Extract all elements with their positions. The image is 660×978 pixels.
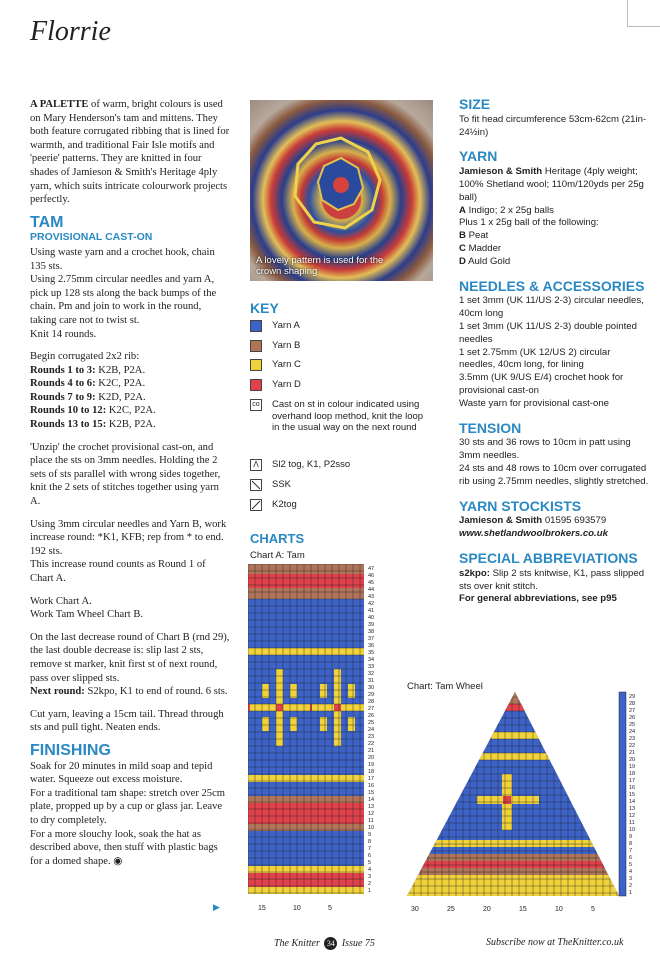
tam-step: Using waste yarn and a crochet hook, chain 135 sts. [30,246,215,272]
chart-a-row-label: 26 [368,713,375,719]
chart-b-edge-column [619,692,626,896]
chart-a-band-red-3 [248,873,364,887]
page-corner-tab [627,0,660,27]
work-chart-line: Work Tam Wheel Chart B. [30,609,144,621]
chart-a-label: Chart A: Tam [250,550,305,561]
chart-a-row-label: 24 [368,727,375,733]
increase-note: This increase round counts as Round 1 of Chart A. [30,559,206,584]
k2tog-icon [250,499,262,511]
chart-a-row-label: 28 [368,699,375,705]
chart-b-row-label: 22 [629,743,636,749]
pattern-instructions-column [30,98,230,868]
finishing-line: Soak for 20 minutes in mild soap and tepid water. Squeeze out excess moisture. [30,760,213,786]
chart-a-row-label: 17 [368,776,375,782]
chart-b-label: Chart: Tam Wheel [407,681,483,692]
chart-b-row-label: 9 [629,834,633,840]
size-text: To fit head circumference 53cm-62cm (21in-24½in) [459,113,647,138]
chart-a-band-red-2 [248,803,364,824]
chart-b-row-label: 12 [629,813,636,819]
chart-b-row-label: 28 [629,701,636,707]
yarn-b: B Peat [459,230,489,242]
yarn-c-swatch [250,359,262,371]
abbrev-heading: SPECIAL ABBREVIATIONS [459,549,638,566]
tension-item: 24 sts and 48 rows to 10cm over corrugated rib using 2.75mm needles, slightly stretched. [459,462,649,487]
chart-b-row-label: 25 [629,722,636,728]
yarn-a-swatch [250,320,262,332]
chart-b-row-label: 24 [629,729,636,735]
chart-a-row-label: 18 [368,769,375,775]
needle-item: 1 set 2.75mm (UK 12/US 2) circular needles, 40cm long, for lining [459,346,611,371]
chart-a-row-label: 45 [368,580,375,586]
chart-b-row-label: 6 [629,855,633,861]
tension-heading: TENSION [459,419,522,436]
chart-b-row-label: 3 [629,876,633,882]
chart-a-row-label: 15 [368,790,375,796]
stockist-url[interactable]: www.shetlandwoolbrokers.co.uk [459,528,608,540]
chart-a-row-label: 21 [368,748,375,754]
needle-item: 3.5mm (UK 9/US E/4) crochet hook for provisional cast-on [459,372,624,396]
cut-yarn-paragraph: Cut yarn, leaving a 15cm tail. Thread through sts and pull tight. Neaten ends. [30,708,224,734]
sl2-decrease-icon: Λ [250,459,262,471]
chart-a-col-label: 10 [293,905,301,912]
yarn-d-swatch [250,379,262,391]
round-line: Rounds 10 to 12: K2C, P2A. [30,405,156,417]
continue-arrow-icon: ▶ [213,902,220,912]
chart-a-row-label: 37 [368,636,375,642]
chart-a-row-label: 11 [368,818,374,824]
chart-a-row-label: 3 [368,874,372,880]
needle-item: 1 set 3mm (UK 11/US 2-3) double pointed needles [459,320,637,345]
chart-a-row-label: 43 [368,594,375,600]
needles-heading: NEEDLES & ACCESSORIES [459,277,645,294]
intro-paragraph [30,98,230,207]
chart-a-row-label: 30 [368,685,375,691]
chart-a-row-label: 12 [368,811,375,817]
chart-b-row-label: 23 [629,736,636,742]
decrease-paragraph: On the last decrease round of Chart B (rnd 29), the last double decrease is: slip last 2 sts, remove st marker, knit first st of next round, pass over slipped sts. [30,631,230,684]
round-line: Rounds 1 to 3: K2B, P2A. [30,364,146,376]
chart-b-row-label: 21 [629,750,636,756]
finishing-heading: FINISHING [30,741,111,759]
tam-step: Knit 14 rounds. [30,328,97,340]
chart-b-row-label: 10 [629,827,636,833]
page-title: Florrie [30,16,111,47]
tam-step: Using 2.75mm circular needles and yarn A, pick up 128 sts along the back bumps of the chain. Pm and join to work in the round, taking care not to twist st. [30,274,217,326]
chart-b-row-label: 27 [629,708,636,714]
yarn-d: D Auld Gold [459,255,511,267]
cast-on-loop-icon: co [250,399,262,411]
chart-a-row-label: 8 [368,839,372,845]
chart-a-row-label: 34 [368,657,375,663]
chart-b-row-label: 4 [629,869,633,875]
chart-b-col-label: 15 [519,906,527,913]
chart-b-row-label: 20 [629,757,636,763]
chart-b-row-label: 1 [629,890,633,896]
abbrev-item: s2kpo: Slip 2 sts knitwise, K1, pass slipped sts over knit stitch. [459,567,645,592]
increase-paragraph: Using 3mm circular needles and Yarn B, work increase round: *K1, KFB; rep from * to end. 192 sts. [30,518,227,557]
chart-b-row-label: 7 [629,848,633,854]
chart-a-row-label: 13 [368,804,375,810]
chart-a-col-numbers [258,905,332,912]
chart-a-row-label: 41 [368,608,375,614]
stockist-line: Jamieson & Smith 01595 693579 [459,515,607,527]
chart-b-row-label: 15 [629,792,636,798]
chart-a-row-numbers [368,566,374,894]
chart-a-row-label: 4 [368,867,372,873]
ssk-icon [250,479,262,491]
photo-caption: A lovely pattern is used for the crown shaping [256,255,384,277]
chart-a-row-label: 27 [368,706,375,712]
chart-b-row-label: 13 [629,806,636,812]
chart-a-row-label: 10 [368,825,375,831]
next-round: Next round: S2kpo, K1 to end of round. 6 sts. [30,686,228,698]
rib-intro: Begin corrugated 2x2 rib: [30,351,140,363]
chart-a-row-label: 40 [368,615,375,621]
chart-a-row-label: 33 [368,664,375,670]
chart-a-row-label: 2 [368,881,372,887]
chart-b-row-label: 18 [629,771,636,777]
chart-a-row-label: 25 [368,720,375,726]
chart-b-row-label: 8 [629,841,633,847]
chart-a-row-label: 42 [368,601,375,607]
chart-a-row-label: 47 [368,566,375,572]
materials-column [459,98,649,606]
yarn-heading: YARN [459,148,498,165]
chart-b-col-label: 20 [483,906,491,913]
chart-b-row-label: 2 [629,883,633,889]
chart-b-row-label: 17 [629,778,636,784]
finishing-line: For a more slouchy look, soak the hat as described above, then stuff with plastic bags for a domed shape. ◉ [30,828,218,867]
chart-b-row-label: 5 [629,862,633,868]
chart-a-row-label: 19 [368,762,375,768]
chart-a-col-label: 5 [328,905,332,912]
chart-a-row-label: 44 [368,587,375,593]
chart-a-row-label: 29 [368,692,375,698]
tam-crown-illustration [250,100,433,281]
unzip-paragraph: 'Unzip' the crochet provisional cast-on, and place the sts on 3mm needles. Holding the 2 sets of sts parallel with wrong sides together, knit the 2 sets of stitches together using yarn A. [30,441,221,508]
chart-a-row-label: 32 [368,671,375,677]
round-line: Rounds 13 to 15: K2B, P2A. [30,419,156,431]
chart-a-row-label: 31 [368,678,375,684]
chart-b-row-label: 16 [629,785,636,791]
tension-item: 30 sts and 36 rows to 10cm in patt using 3mm needles. [459,437,631,462]
chart-a-row-label: 5 [368,860,372,866]
tam-heading: TAM [30,213,64,231]
needle-item: 1 set 3mm (UK 11/US 2-3) circular needles, 40cm long [459,295,644,320]
intro-lead: A PALETTE [30,99,89,110]
finishing-line: For a traditional tam shape: stretch over 25cm plate, propped up by a cup or glass jar. Leave to dry completely. [30,787,226,826]
work-chart-line: Work Chart A. [30,595,92,607]
footer-left: The Knitter 34 Issue 75 [274,938,375,949]
chart-a-tam [248,564,388,919]
yarn-plus: Plus 1 x 25g ball of the following: [459,217,599,229]
chart-b-col-label: 10 [555,906,563,913]
chart-b-row-label: 14 [629,799,636,805]
chart-a-row-label: 20 [368,755,375,761]
chart-a-row-label: 36 [368,643,375,649]
chart-b-row-label: 29 [629,694,636,700]
chart-a-row-label: 6 [368,853,372,859]
cast-on-subheading: PROVISIONAL CAST-ON [30,231,153,244]
size-heading: SIZE [459,96,491,112]
round-line: Rounds 7 to 9: K2D, P2A. [30,391,146,403]
chart-a-row-label: 7 [368,846,372,852]
chart-a-band-red [248,574,364,588]
chart-b-col-label: 25 [447,906,455,913]
needle-item: Waste yarn for provisional cast-one [459,397,610,409]
chart-b-row-numbers [629,694,635,896]
chart-a-band-yellow [248,648,364,655]
chart-a-row-label: 35 [368,650,375,656]
key-heading: KEY [250,300,279,316]
chart-b-tam-wheel [407,690,647,918]
chart-b-row-label: 11 [629,820,635,826]
chart-b-col-numbers [411,906,595,913]
intro-text: of warm, bright colours is used on Mary Henderson's tam and mittens. They both feature corrugated ribbing that is lined for warmth, and traditional Fair Isle motifs and 'peerie' patterns. They are knitted in four shades of Jamieson & Smith's Heritage 4ply yarn, which suits intricate colourwork projects perfectly. [30,99,230,206]
chart-b-row-label: 19 [629,764,636,770]
end-mark-icon: ◉ [113,855,123,867]
round-line: Rounds 4 to 6: K2C, P2A. [30,378,146,390]
chart-b-row-label: 26 [629,715,636,721]
chart-a-row-label: 38 [368,629,375,635]
yarn-b-swatch [250,340,262,352]
chart-a-row-label: 16 [368,783,375,789]
chart-a-row-label: 23 [368,734,375,740]
page-number: 34 [324,937,337,950]
tam-photo [250,100,433,281]
yarn-a: A Indigo; 2 x 25g balls [459,204,554,216]
charts-heading: CHARTS [250,531,305,546]
footer-subscribe[interactable]: Subscribe now at TheKnitter.co.uk [486,937,624,948]
chart-b-col-label: 5 [591,906,595,913]
yarn-brand: Jamieson & Smith Heritage (4ply weight; 100% Shetland wool; 110m/120yds per 25g ball) [459,166,644,203]
chart-a-row-label: 46 [368,573,375,579]
chart-a-col-label: 15 [258,905,266,912]
chart-b-col-label: 30 [411,906,419,913]
yarn-c: C Madder [459,242,502,254]
abbrev-general: For general abbreviations, see p95 [459,593,617,605]
chart-a-row-label: 39 [368,622,375,628]
chart-a-row-label: 14 [368,797,375,803]
stockists-heading: YARN STOCKISTS [459,497,582,514]
chart-a-row-label: 22 [368,741,375,747]
chart-a-row-label: 9 [368,832,372,838]
chart-a-row-label: 1 [368,888,372,894]
